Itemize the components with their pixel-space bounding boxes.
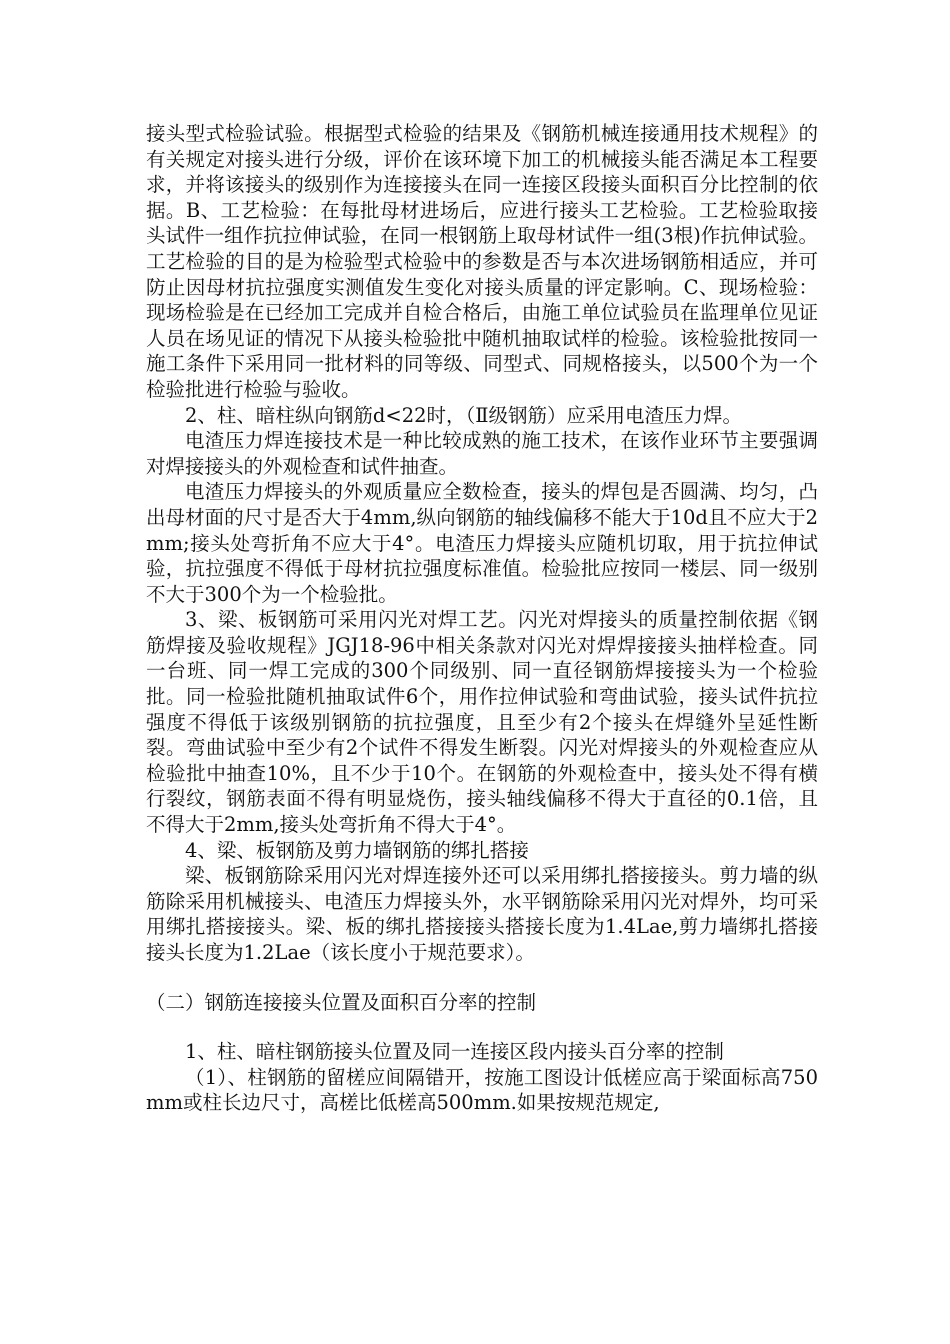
paragraph-column-staggering: （1）、柱钢筋的留槎应间隔错开，按施工图设计低槎应高于梁面标高750mm或柱长边尺寸，高槎比低槎高500mm.如果按规范规定, — [146, 1065, 818, 1115]
section-heading: （二）钢筋连接接头位置及面积百分率的控制 — [146, 990, 537, 1014]
paragraph-electroslag-technique: 电渣压力焊连接技术是一种比较成熟的施工技术，在该作业环节主要强调对焊接接头的外观检查和试件抽查。 — [146, 429, 818, 478]
document-body — [146, 121, 818, 1116]
paragraph-lap-splice-detail: 梁、板钢筋除采用闪光对焊连接外还可以采用绑扎搭接接头。剪力墙的纵筋除采用机械接头、电渣压力焊接头外，水平钢筋除采用闪光对焊外，均可采用绑扎搭接接头。梁、板的绑扎搭接接头搭接长度为1.4Lae,剪力墙绑扎搭接接头长度为1.2Lae（该长度小于规范要求）。 — [146, 864, 818, 964]
paragraph-electroslag-quality: 电渣压力焊接头的外观质量应全数检查，接头的焊包是否圆满、均匀，凸出母材面的尺寸是否大于4mm,纵向钢筋的轴线偏移不能大于10d且不应大于2mm;接头处弯折角不应大于4°。电渣压力焊接头应随机切取，用于抗拉伸试验，抗拉强度不得低于母材抗拉强度标准值。检验批应按同一楼层、同一级别不大于300个为一个检验批。 — [146, 480, 818, 606]
paragraph-inspection-types: 接头型式检验试验。根据型式检验的结果及《钢筋机械连接通用技术规程》的有关规定对接头进行分级，评价在该环境下加工的机械接头能否满足本工程要求，并将该接头的级别作为连接接头在同一连接区段接头面积百分比控制的依据。B、工艺检验：在每批母材进场后，应进行接头工艺检验。工艺检验取接头试件一组作抗拉伸试验，在同一根钢筋上取母材试件一组(3根)作抗伸试验。工艺检验的目的是为检验型式检验中的参数是否与本次进场钢筋相适应，并可防止因母材抗拉强度实测值发生变化对接头质量的评定影响。C、现场检验：现场检验是在已经加工完成并自检合格后，由施工单位试验员在监理单位见证人员在场见证的情况下从接头检验批中随机抽取试样的检验。该检验批按同一施工条件下采用同一批材料的同等级、同型式、同规格接头，以500个为一个检验批进行检验与验收。 — [146, 122, 818, 401]
paragraph-column-joint-title: 1、柱、暗柱钢筋接头位置及同一连接区段内接头百分率的控制 — [185, 1040, 724, 1064]
paragraph-lap-splice-title: 4、梁、板钢筋及剪力墙钢筋的绑扎搭接 — [185, 838, 529, 862]
paragraph-flash-butt-welding: 3、梁、板钢筋可采用闪光对焊工艺。闪光对焊接头的质量控制依据《钢筋焊接及验收规程》JGJ18-96中相关条款对闪光对焊焊接接头抽样检查。同一台班、同一焊工完成的300个同级别、同一直径钢筋焊接接头为一个检验批。同一检验批随机抽取试件6个，用作拉伸试验和弯曲试验，接头试件抗拉强度不得低于该级别钢筋的抗拉强度，且至少有2个接头在焊缝外呈延性断裂。弯曲试验中至少有2个试件不得发生断裂。闪光对焊接头的外观检查应从检验批中抽查10%，且不少于10个。在钢筋的外观检查中，接头处不得有横行裂纹，钢筋表面不得有明显烧伤，接头轴线偏移不得大于直径的0.1倍，且不得大于2mm,接头处弯折角不得大于4°。 — [146, 608, 818, 837]
paragraph-electroslag-requirement: 2、柱、暗柱纵向钢筋d<22时，（Ⅱ级钢筋）应采用电渣压力焊。 — [185, 403, 743, 427]
